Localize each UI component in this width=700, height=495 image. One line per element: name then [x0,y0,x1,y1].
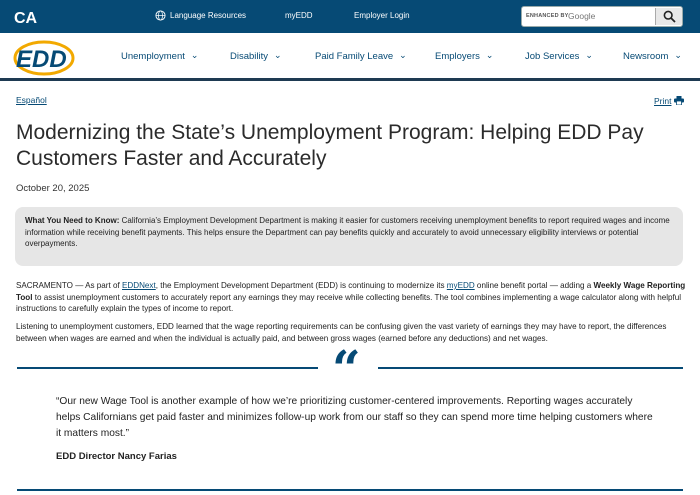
search-input[interactable] [521,6,683,27]
svg-text:EDD: EDD [16,46,67,73]
ca-gov-logo[interactable] [14,8,42,26]
callout-label: What You Need to Know: [25,216,120,225]
nav-item-newsroom[interactable]: Newsroom ⌄ [623,50,682,62]
weekly-wage-tool-term: Weekly Wage Reporting Tool [16,281,686,302]
callout-text: California’s Employment Development Department is making it easier for customers receiving unemployment benefits to report required wages and income information while receiving benefit payments. This helps ensure the Department can pay benefits quickly and accurately to avoid unnecessary eligibility interviews or potential overpayments. [25,216,670,248]
chevron-down-icon: ⌄ [399,50,407,60]
nav-item-disability[interactable]: Disability ⌄ [230,50,282,62]
myedd-inline-link[interactable]: myEDD [446,281,475,290]
eddnext-link[interactable]: EDDNext [122,281,156,290]
chevron-down-icon: ⌄ [585,50,593,60]
myedd-link[interactable]: myEDD [285,11,313,20]
printer-icon[interactable] [674,96,684,105]
employer-login-link[interactable]: Employer Login [354,11,410,20]
search-button[interactable] [655,8,682,25]
print-link[interactable]: Print [654,96,672,106]
search-brand-label: Google [568,11,596,21]
quote-divider-right [378,367,683,369]
search-icon [663,10,676,23]
svg-text:CA: CA [14,10,38,26]
pull-quote: “Our new Wage Tool is another example of how we’re prioritizing customer-centered improvements. Reporting wages accurately helps Californians get paid faster and minimizes follow-up work from our staff so they can spend more time helping customers where it matters most.” [56,396,653,439]
globe-icon [155,10,166,21]
nav-item-employers[interactable]: Employers ⌄ [435,50,494,62]
chevron-down-icon: ⌄ [485,50,494,60]
language-resources-link[interactable]: Language Resources [170,11,247,20]
what-you-need-to-know-callout [15,207,683,266]
chevron-down-icon: ⌄ [674,50,682,60]
publish-date: October 20, 2025 [16,183,90,194]
top-utility-bar [0,0,700,33]
nav-item-unemployment[interactable]: Unemployment ⌄ [121,50,199,62]
search-prefix-label: ENHANCED BY [526,13,569,19]
main-nav [0,33,700,81]
article-paragraph-2: Listening to unemployment customers, EDD learned that the wage reporting requirements can be confusing given the vast variety of earnings they may have to report, the differences between when wages are earned and when the individual is actually paid, and between gross wages (earned before any deductions) and net wages. [16,322,667,343]
quote-mark-icon: “ [332,339,361,398]
quote-attribution: EDD Director Nancy Farias [56,451,177,462]
article-paragraph-1: SACRAMENTO — As part of EDDNext, the Employment Development Department (EDD) is continuing to modernize its myEDD online benefit portal — adding a Weekly Wage Reporting Tool to assist unemployment customers to accurately report any earnings they may receive while collecting benefits. The tool combines implementing a wage calculator along with helpful instructions to carefully explain the types of income to report. [16,281,686,314]
quote-divider-left [17,367,318,369]
language-espanol-link[interactable]: Español [16,95,47,105]
chevron-down-icon: ⌄ [274,50,282,60]
quote-divider-bottom [17,489,683,491]
page-title: Modernizing the State’s Unemployment Program: Helping EDD Pay Customers Faster and Accurately [16,121,644,170]
nav-item-paid-family-leave[interactable]: Paid Family Leave ⌄ [315,50,407,62]
edd-logo[interactable] [13,39,75,77]
nav-item-job-services[interactable]: Job Services ⌄ [525,50,593,62]
chevron-down-icon: ⌄ [190,50,199,60]
